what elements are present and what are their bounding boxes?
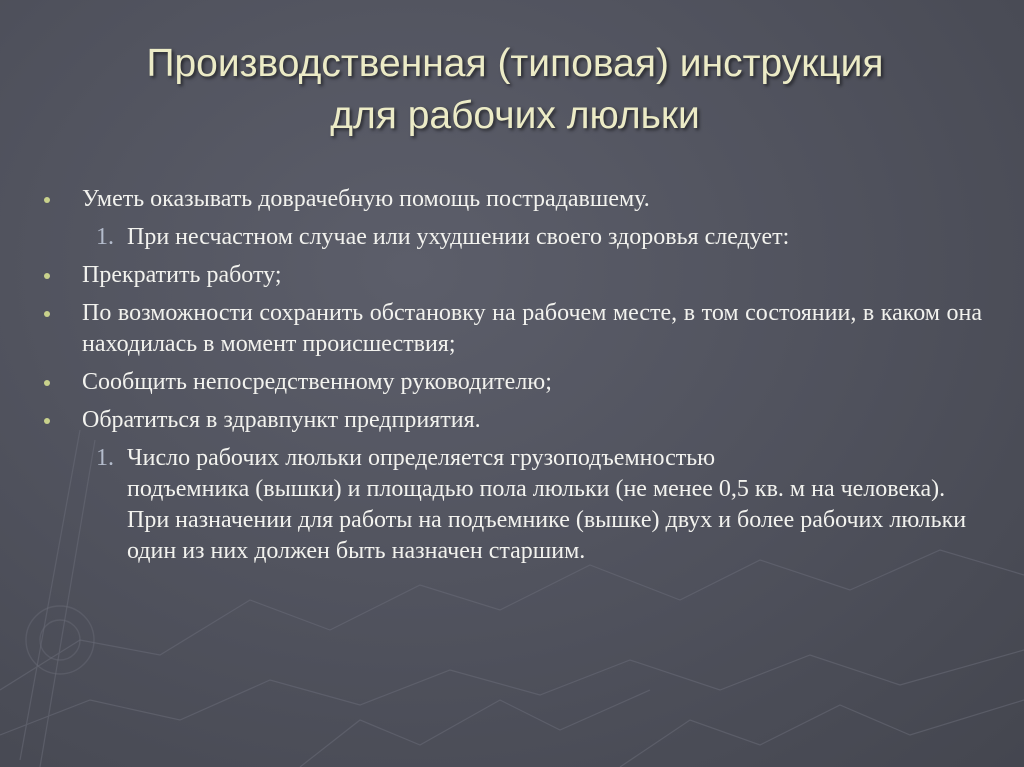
bullet-icon xyxy=(44,418,50,424)
list-item-text: Сообщить непосредственному руководителю; xyxy=(82,369,552,395)
list-item-text: Обратиться в здравпункт предприятия. xyxy=(82,407,481,433)
title-line-1: Производственная (типовая) инструкция xyxy=(146,42,884,85)
list-item xyxy=(38,298,982,360)
slide-title xyxy=(40,38,990,142)
list-item-text: При несчастном случае или ухудшении своего здоровья следует: xyxy=(127,224,790,250)
list-number: 1. xyxy=(96,445,114,471)
bullet-icon xyxy=(44,273,50,279)
list-item xyxy=(38,222,982,253)
list-number: 1. xyxy=(96,224,114,250)
list-item xyxy=(38,405,982,436)
list-item-text: По возможности сохранить обстановку на рабочем месте, в том состоянии, в каком она находилась в момент происшествия; xyxy=(82,300,982,357)
list-item-text: Прекратить работу; xyxy=(82,262,282,288)
list-item xyxy=(38,260,982,291)
bullet-icon xyxy=(44,380,50,386)
list-item xyxy=(38,184,982,215)
title-line-2: для рабочих люльки xyxy=(330,94,700,137)
bullet-icon xyxy=(44,197,50,203)
list-item xyxy=(38,443,982,567)
list-item xyxy=(38,367,982,398)
bullet-icon xyxy=(44,311,50,317)
list-item-text-rest: подъемника (вышки) и площадью пола люльки (не менее 0,5 кв. м на человека). При назначении для работы на подъемнике (вышке) двух и более рабочих люльки один из них должен быть назначен старшим. xyxy=(127,476,967,564)
slide-content xyxy=(38,184,982,574)
list-item-text-line-1: Число рабочих люльки определяется грузоподъемностью xyxy=(127,445,716,471)
list-item-text: Уметь оказывать доврачебную помощь пострадавшему. xyxy=(82,186,650,212)
